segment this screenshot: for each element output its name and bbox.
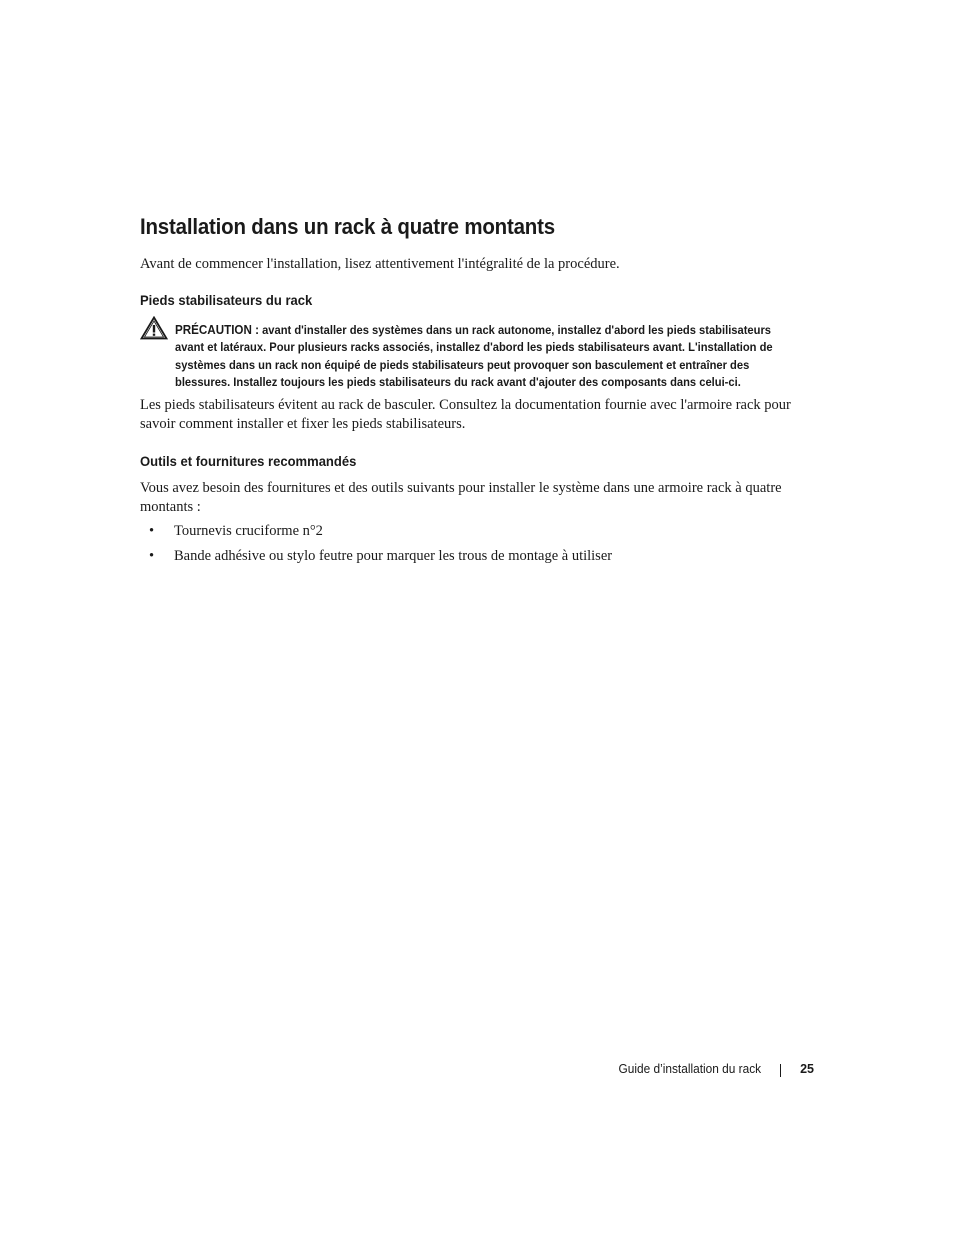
intro-paragraph: Avant de commencer l'installation, lisez attentivement l'intégralité de la procédure.: [140, 256, 620, 272]
caution-label: PRÉCAUTION :: [175, 323, 259, 337]
bullet-icon: •: [149, 548, 155, 564]
bullet-icon: •: [149, 523, 155, 539]
tools-list: [140, 522, 612, 572]
caution-text: avant d'installer des systèmes dans un rack autonome, installez d'abord les pieds stabilisateurs avant et latéraux. Pour plusieurs racks associés, installez d'abord les pieds stabilisateurs avant. L'installation de systèmes dans un rack non équipé de pieds stabilisateurs peut provoquer son basculement et entraîner des blessures. Installez toujours les pieds stabilisateurs du rack avant d'ajouter des composants dans celui-ci.: [175, 323, 773, 389]
page-title: Installation dans un rack à quatre montants: [140, 214, 555, 239]
page-number: 25: [800, 1062, 814, 1076]
list-item-text: Tournevis cruciforme n°2: [174, 523, 323, 539]
footer-guide-title: Guide d’installation du rack: [618, 1062, 761, 1076]
tools-paragraph: Vous avez besoin des fournitures et des outils suivants pour installer le système dans une armoire rack à quatre montants :: [140, 480, 782, 515]
list-item: [140, 547, 612, 572]
tools-heading: Outils et fournitures recommandés: [140, 453, 357, 469]
list-item-text: Bande adhésive ou stylo feutre pour marquer les trous de montage à utiliser: [174, 548, 613, 564]
stabilizers-heading: Pieds stabilisateurs du rack: [140, 292, 313, 308]
warning-triangle-icon: [140, 316, 168, 340]
stabilizers-paragraph: Les pieds stabilisateurs évitent au rack de basculer. Consultez la documentation fournie avec l'armoire rack pour savoir comment installer et fixer les pieds stabilisateurs.: [140, 397, 791, 432]
list-item: [140, 522, 612, 547]
caution-notice: [175, 322, 789, 391]
footer-divider: [780, 1064, 781, 1077]
